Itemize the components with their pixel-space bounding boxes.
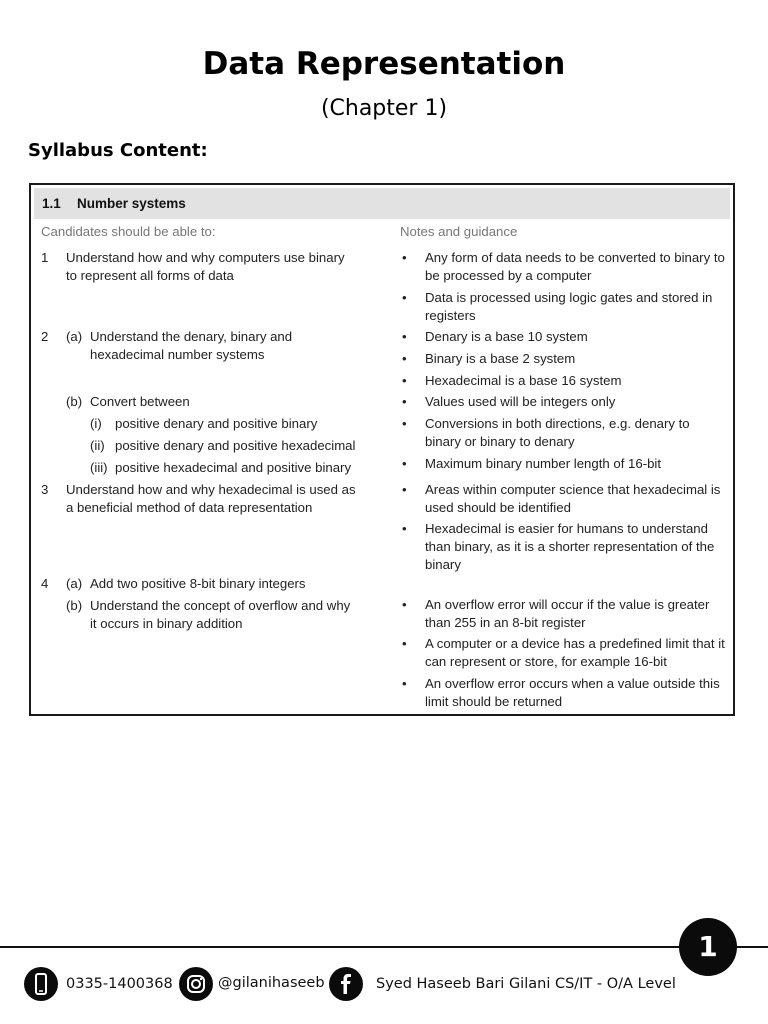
section-number: 1.1 xyxy=(42,196,61,211)
item-number: 2 xyxy=(41,329,49,344)
roman-label: (i) xyxy=(90,416,102,431)
footer-phone: 0335-1400368 xyxy=(66,976,173,992)
note-item: • Areas within computer science that hexadecimal is used should be identified xyxy=(402,482,721,515)
note-item: • Hexadecimal is a base 16 system xyxy=(402,373,622,388)
syllabus-table xyxy=(29,183,735,716)
sub-item-label: (b) xyxy=(66,598,83,613)
note-item: • Values used will be integers only xyxy=(402,394,616,409)
footer-rule xyxy=(0,946,768,948)
sub-item-label: (b) xyxy=(66,394,83,409)
page-number: 1 xyxy=(679,918,737,976)
note-item: • An overflow error occurs when a value outside this limit should be returned xyxy=(402,676,720,709)
note-item: • Data is processed using logic gates and stored in registers xyxy=(402,290,713,323)
item-number: 4 xyxy=(41,576,49,591)
note-item: • Maximum binary number length of 16-bit xyxy=(402,456,662,471)
objective-text: to represent all forms of data xyxy=(66,268,234,283)
note-item: • Denary is a base 10 system xyxy=(402,329,588,344)
roman-label: (iii) xyxy=(90,460,108,475)
page-subtitle: (Chapter 1) xyxy=(320,96,448,121)
objective-text: positive hexadecimal and positive binary xyxy=(115,460,352,475)
section-heading: Number systems xyxy=(77,196,186,211)
objective-text: Understand how and why computers use binary xyxy=(66,250,345,265)
sub-item-label: (a) xyxy=(66,329,83,344)
note-item: • A computer or a device has a predefined limit that it can represent or store, for example 16-bit xyxy=(402,636,725,669)
objective-text: Understand the denary, binary and xyxy=(90,329,293,344)
footer-author: Syed Haseeb Bari Gilani CS/IT - O/A Level xyxy=(376,976,676,992)
objective-text: Understand the concept of overflow and why xyxy=(90,598,351,613)
footer-instagram: @gilanihaseeb xyxy=(218,975,325,991)
objective-text: positive denary and positive hexadecimal xyxy=(115,438,356,453)
note-item: • Any form of data needs to be converted to binary to be processed by a computer xyxy=(402,250,725,283)
sub-item-label: (a) xyxy=(66,576,83,591)
note-item: • Binary is a base 2 system xyxy=(402,351,576,366)
facebook-icon xyxy=(329,967,363,1001)
objective-text: hexadecimal number systems xyxy=(90,347,265,362)
section-label: Syllabus Content: xyxy=(28,140,208,161)
table-header-bar xyxy=(34,188,730,219)
roman-label: (ii) xyxy=(90,438,105,453)
objective-text: Understand how and why hexadecimal is used as xyxy=(66,482,356,497)
objective-text: it occurs in binary addition xyxy=(90,616,243,631)
instagram-icon xyxy=(179,967,213,1001)
objective-text: Add two positive 8-bit binary integers xyxy=(90,576,306,591)
right-column-header: Notes and guidance xyxy=(400,224,518,239)
objective-text: a beneficial method of data representation xyxy=(66,500,313,515)
item-number: 1 xyxy=(41,250,49,265)
note-item: • Hexadecimal is easier for humans to understand than binary, as it is a shorter representation of the binary xyxy=(402,521,715,572)
left-column-header: Candidates should be able to: xyxy=(41,224,216,239)
note-item: • Conversions in both directions, e.g. denary to binary or binary to denary xyxy=(402,416,690,449)
objective-text: Convert between xyxy=(90,394,190,409)
note-item: • An overflow error will occur if the value is greater than 255 in an 8-bit register xyxy=(402,597,710,630)
item-number: 3 xyxy=(41,482,49,497)
objective-text: positive denary and positive binary xyxy=(115,416,318,431)
phone-icon xyxy=(24,967,58,1001)
page-title: Data Representation xyxy=(202,46,566,82)
